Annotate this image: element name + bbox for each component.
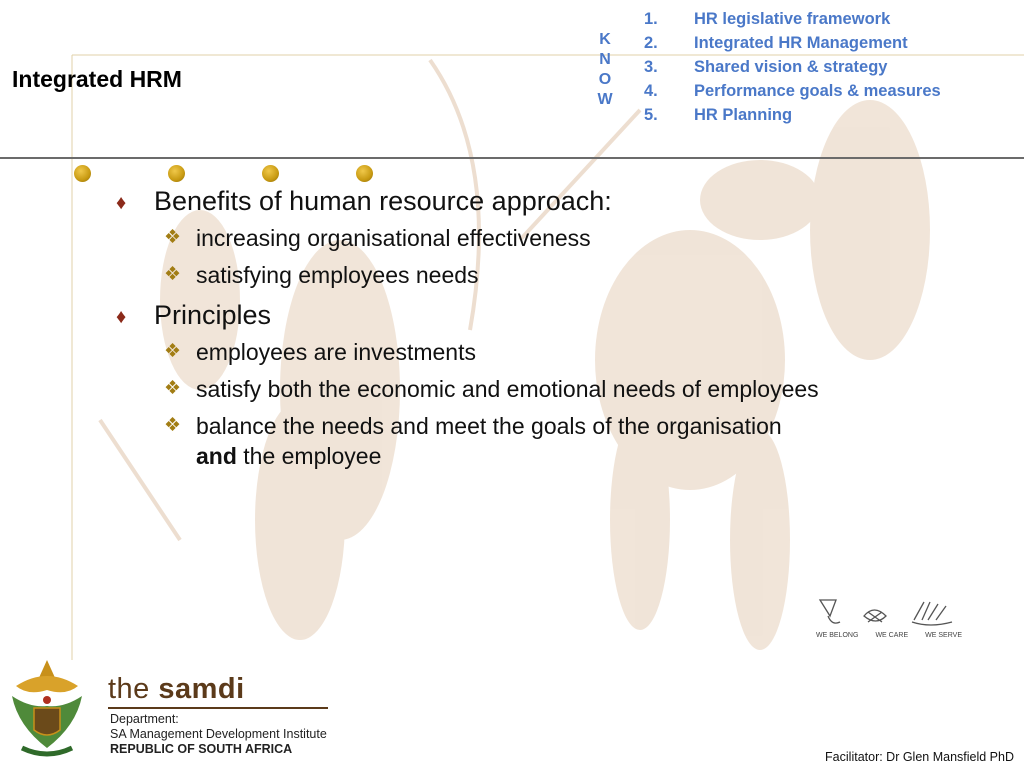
- slide-title: Integrated HRM: [12, 66, 182, 92]
- gold-dot-icon: [168, 165, 185, 182]
- agenda-text: HR Planning: [694, 106, 793, 124]
- agenda-text: Shared vision & strategy: [694, 58, 888, 76]
- values-labels: [816, 632, 962, 639]
- know-letter: W: [597, 91, 613, 108]
- know-letter: O: [598, 71, 612, 88]
- bullet-text: Benefits of human resource approach:: [154, 186, 612, 216]
- sub-bullet-text: satisfy both the economic and emotional needs of employees: [196, 376, 819, 402]
- gold-dot-icon: [74, 165, 91, 182]
- value-label: WE SERVE: [925, 632, 962, 639]
- agenda-item: [644, 7, 941, 31]
- know-vertical-label: [596, 30, 614, 110]
- brand-the: the: [108, 673, 159, 705]
- coat-of-arms-logo: [8, 656, 86, 762]
- agenda-num: 4.: [644, 82, 658, 100]
- know-letter: K: [599, 31, 611, 48]
- bullet-item: [112, 297, 992, 335]
- facilitator-credit: Facilitator: Dr Glen Mansfield PhD: [825, 750, 1014, 764]
- bullet-item: [112, 183, 992, 221]
- agenda-text: Integrated HR Management: [694, 34, 908, 52]
- slide-body: [112, 183, 992, 478]
- four-diamond-bullet-icon: ❖: [164, 227, 182, 248]
- sub-bullet-item: [164, 374, 992, 404]
- agenda-num: 2.: [644, 34, 658, 52]
- diamond-bullet-icon: ♦: [116, 306, 127, 328]
- agenda-item: [644, 79, 941, 103]
- agenda-item: [644, 103, 941, 127]
- sub-bullet-item: [164, 337, 992, 367]
- dept-line: REPUBLIC OF SOUTH AFRICA: [110, 742, 293, 756]
- department-block: [110, 712, 327, 757]
- agenda-num: 3.: [644, 58, 658, 76]
- samdi-brand-logo: [108, 673, 245, 706]
- four-diamond-bullet-icon: ❖: [164, 415, 182, 436]
- know-letter: N: [599, 51, 611, 68]
- gold-dot-icon: [356, 165, 373, 182]
- agenda-text: HR legislative framework: [694, 10, 891, 28]
- diamond-bullet-icon: ♦: [116, 192, 127, 214]
- sub-bullet-item: [164, 411, 992, 471]
- sub-bullet-item: [164, 223, 992, 253]
- value-label: WE CARE: [875, 632, 909, 639]
- dept-line: Department:: [110, 712, 179, 726]
- gold-dot-icon: [262, 165, 279, 182]
- agenda-item: [644, 55, 941, 79]
- sub-bullet-text: [196, 411, 782, 471]
- dept-line: SA Management Development Institute: [110, 727, 327, 741]
- four-diamond-bullet-icon: ❖: [164, 341, 182, 362]
- sub-bullet-text-part: the employee: [236, 443, 382, 469]
- bullet-text: Principles: [154, 300, 272, 330]
- value-label: WE BELONG: [816, 632, 859, 639]
- agenda-text: Performance goals & measures: [694, 82, 941, 100]
- sub-bullet-text: satisfying employees needs: [196, 262, 479, 288]
- four-diamond-bullet-icon: ❖: [164, 378, 182, 399]
- emphasis-and: and: [196, 443, 237, 469]
- sub-bullet-text: increasing organisational effectiveness: [196, 225, 591, 251]
- agenda-num: 5.: [644, 106, 658, 124]
- agenda-item: [644, 31, 941, 55]
- agenda-list: [644, 7, 941, 127]
- brand-name: samdi: [158, 673, 245, 705]
- brand-divider: [108, 707, 328, 709]
- four-diamond-bullet-icon: ❖: [164, 264, 182, 285]
- sub-bullet-text: employees are investments: [196, 339, 476, 365]
- sub-bullet-text-part: balance the needs and meet the goals of the organisation: [196, 413, 782, 439]
- agenda-num: 1.: [644, 10, 658, 28]
- header-divider: [0, 157, 1024, 159]
- sub-bullet-item: [164, 260, 992, 290]
